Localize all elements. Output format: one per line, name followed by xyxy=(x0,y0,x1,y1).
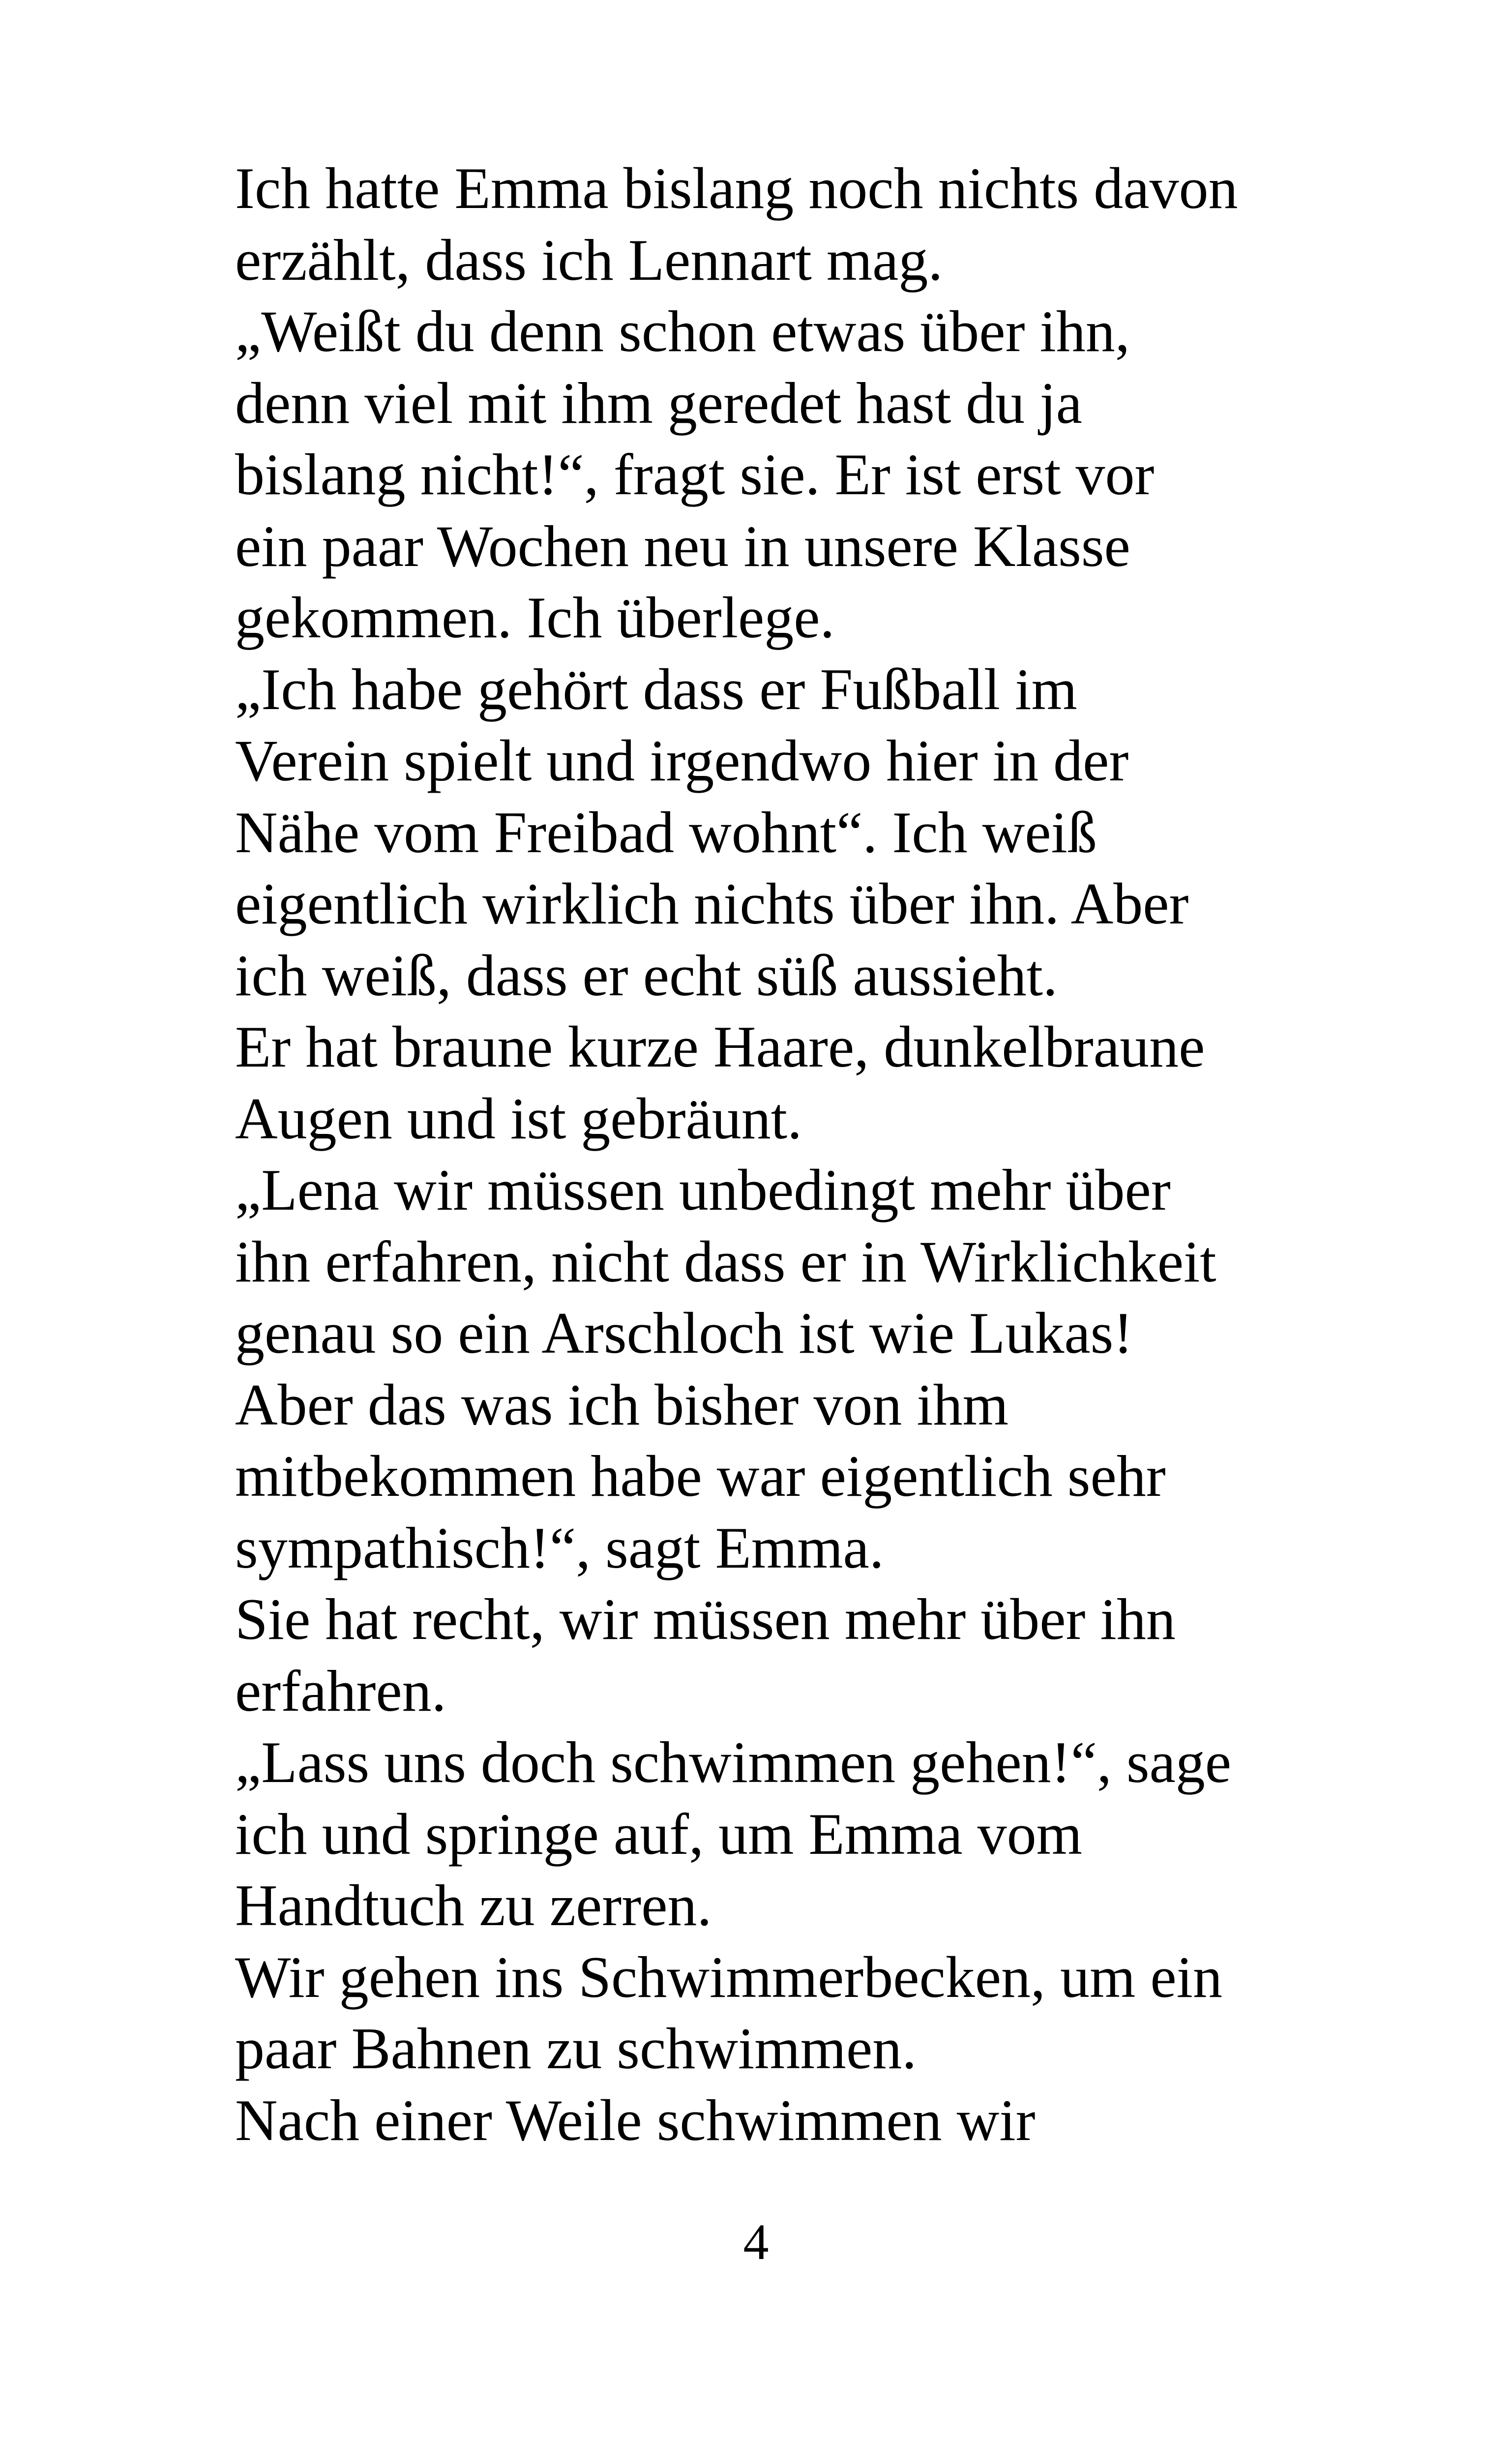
text-line: eigentlich wirklich nichts über ihn. Aber xyxy=(235,871,1189,936)
text-line: Ich hatte Emma bislang noch nichts davon xyxy=(235,155,1238,221)
text-line: Verein spielt und irgendwo hier in der xyxy=(235,728,1129,793)
page-number: 4 xyxy=(743,2214,769,2270)
text-line: Nach einer Weile schwimmen wir xyxy=(235,2087,1036,2153)
text-line: mitbekommen habe war eigentlich sehr xyxy=(235,1443,1166,1509)
text-line: sympathisch!“, sagt Emma. xyxy=(235,1515,884,1580)
text-line: Handtuch zu zerren. xyxy=(235,1873,712,1938)
text-line: erfahren. xyxy=(235,1658,446,1724)
text-line: „Lass uns doch schwimmen gehen!“, sage xyxy=(235,1729,1232,1795)
text-line: Sie hat recht, wir müssen mehr über ihn xyxy=(235,1586,1176,1652)
text-line: Augen und ist gebräunt. xyxy=(235,1085,802,1151)
text-line: paar Bahnen zu schwimmen. xyxy=(235,2016,917,2081)
text-line: ich weiß, dass er echt süß aussieht. xyxy=(235,942,1058,1008)
text-line: ich und springe auf, um Emma vom xyxy=(235,1801,1083,1867)
text-line: Aber das was ich bisher von ihm xyxy=(235,1371,1009,1437)
text-line: Wir gehen ins Schwimmerbecken, um ein xyxy=(235,1944,1222,2010)
text-line: „Ich habe gehört dass er Fußball im xyxy=(235,656,1077,722)
text-line: gekommen. Ich überlege. xyxy=(235,585,835,650)
text-line: „Weißt du denn schon etwas über ihn, xyxy=(235,298,1130,364)
text-line: denn viel mit ihm geredet hast du ja xyxy=(235,370,1082,436)
text-line: erzählt, dass ich Lennart mag. xyxy=(235,227,943,293)
body-text xyxy=(235,152,1366,2156)
text-line: ihn erfahren, nicht dass er in Wirklichkeit xyxy=(235,1228,1216,1294)
text-line: Er hat braune kurze Haare, dunkelbraune xyxy=(235,1014,1205,1079)
text-line: ein paar Wochen neu in unsere Klasse xyxy=(235,513,1130,579)
text-line: Nähe vom Freibad wohnt“. Ich weiß xyxy=(235,799,1097,865)
text-line: bislang nicht!“, fragt sie. Er ist erst vor xyxy=(235,442,1155,507)
text-line: „Lena wir müssen unbedingt mehr über xyxy=(235,1157,1171,1222)
text-line: genau so ein Arschloch ist wie Lukas! xyxy=(235,1300,1133,1366)
